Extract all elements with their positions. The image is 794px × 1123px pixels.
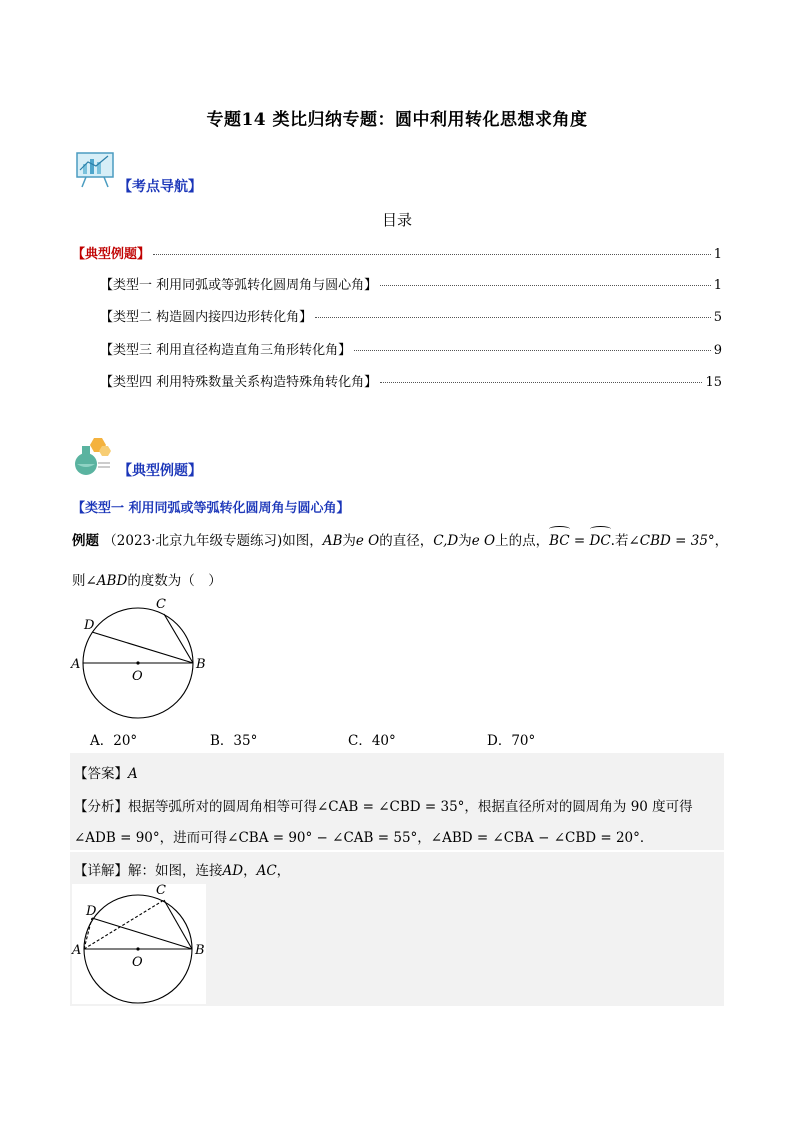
- answer-value: A: [128, 766, 138, 782]
- detail-text: 解：如图，连接: [128, 863, 223, 879]
- arc-DC: DC: [590, 530, 611, 552]
- points-CD: C,D: [433, 533, 459, 549]
- analysis-label: 【分析】: [74, 799, 128, 815]
- question-text: 的直径，: [379, 533, 434, 549]
- question-text: 上的点，: [495, 533, 550, 549]
- option-key: A．: [90, 733, 114, 749]
- option-d[interactable]: [487, 729, 535, 749]
- toc-item-examples[interactable]: [72, 243, 722, 262]
- equals-sign: =: [569, 533, 590, 549]
- option-c[interactable]: [348, 729, 396, 749]
- label-D: D: [84, 618, 95, 633]
- option-b[interactable]: [210, 729, 257, 749]
- toc-item-page: 1: [713, 247, 722, 262]
- label-B: B: [195, 943, 205, 958]
- question-text: 为: [342, 533, 356, 549]
- question-text: 为: [458, 533, 472, 549]
- question-text: 的度数为（ ）: [127, 573, 222, 589]
- question-text: .若: [610, 533, 629, 549]
- toc-item-label: 【类型二 构造圆内接四边形转化角】: [100, 310, 313, 325]
- answer-label: 【答案】: [74, 766, 128, 782]
- label-O: O: [132, 955, 143, 970]
- toc-leader: [354, 350, 711, 351]
- option-key: B．: [210, 733, 234, 749]
- toc-item-type4[interactable]: [100, 371, 722, 390]
- detail-line: [74, 859, 290, 879]
- toc-leader: [380, 285, 711, 286]
- detail-text: ，: [243, 863, 257, 879]
- label-B: B: [196, 657, 206, 672]
- toc-item-label: 【类型三 利用直径构造直角三角形转化角】: [100, 343, 352, 358]
- toc-item-label: 【类型四 利用特殊数量关系构造特殊角转化角】: [100, 375, 378, 390]
- label-O: O: [132, 669, 143, 684]
- presentation-board-icon: [74, 150, 116, 188]
- option-value: 20°: [113, 733, 138, 749]
- page-title: 专题14 类比归纳专题：圆中利用转化思想求角度: [206, 110, 588, 130]
- center-point: [136, 661, 139, 664]
- analysis-text: 根据等弧所对的圆周角相等可得∠CAB = ∠CBD = 35°，根据直径所对的圆周角为 90 度可得: [128, 799, 693, 815]
- dashed-AD: [84, 918, 92, 949]
- analysis-line-1: [74, 795, 693, 815]
- option-a[interactable]: [90, 729, 137, 749]
- option-value: 35°: [233, 733, 258, 749]
- type1-heading: 【类型一 利用同弧或等弧转化圆周角与圆心角】: [72, 501, 350, 516]
- toc-item-type2[interactable]: [100, 306, 722, 325]
- arc-BC: BC: [549, 530, 570, 552]
- answer-line: [74, 762, 138, 782]
- toc-item-label: 【典型例题】: [72, 247, 151, 262]
- nav-label: 【考点导航】: [118, 179, 202, 195]
- question-source: （2023·北京九年级专题练习)如图，: [103, 533, 323, 549]
- toc-item-page: 1: [713, 278, 722, 293]
- question-lead: 例题: [72, 533, 99, 549]
- detail-text: ，: [276, 863, 291, 879]
- examples-label: 【典型例题】: [118, 463, 202, 479]
- circle-O: e O: [471, 533, 496, 549]
- circle-figure: [68, 594, 218, 724]
- angle-asked: ∠ABD: [85, 573, 128, 589]
- segment-AB: AB: [322, 533, 343, 549]
- label-A: A: [71, 657, 81, 672]
- question-text: 则: [72, 573, 86, 589]
- segment-AC: AC: [256, 863, 277, 879]
- question-line-2: [72, 569, 222, 589]
- detail-label: 【详解】: [74, 863, 128, 879]
- toc-item-type3[interactable]: [100, 339, 722, 358]
- segment-AD: AD: [222, 863, 244, 879]
- toc-item-label: 【类型一 利用同弧或等弧转化圆周角与圆心角】: [100, 278, 378, 293]
- toc-item-type1[interactable]: [100, 274, 722, 293]
- analysis-line-2: ∠ADB = 90°，进而可得∠CBA = 90° − ∠CAB = 55°，∠ABD = ∠CBA − ∠CBD = 20°．: [74, 830, 654, 846]
- option-value: 70°: [511, 733, 536, 749]
- flask-icon: [72, 436, 112, 476]
- toc-leader: [315, 317, 711, 318]
- question-line-1: 例题 （2023·北京九年级专题练习)如图，AB为e O的直径，C,D为e O上的点，BC = DC.若∠CBD = 35°，: [72, 530, 732, 552]
- toc-item-page: 15: [705, 375, 722, 390]
- toc-leader: [380, 382, 702, 383]
- option-value: 40°: [371, 733, 396, 749]
- label-A: A: [72, 943, 82, 958]
- solution-figure: [68, 880, 218, 1008]
- toc-item-page: 5: [713, 310, 722, 325]
- label-C: C: [156, 883, 166, 898]
- circle-O: e O: [355, 533, 380, 549]
- label-D: D: [86, 904, 97, 919]
- toc-heading: 目录: [381, 211, 412, 229]
- option-key: C．: [348, 733, 372, 749]
- toc-item-page: 9: [713, 343, 722, 358]
- center-point: [136, 947, 139, 950]
- option-key: D．: [487, 733, 512, 749]
- label-C: C: [156, 597, 166, 612]
- angle-given: ∠CBD = 35°: [628, 533, 715, 549]
- toc-leader: [153, 254, 711, 255]
